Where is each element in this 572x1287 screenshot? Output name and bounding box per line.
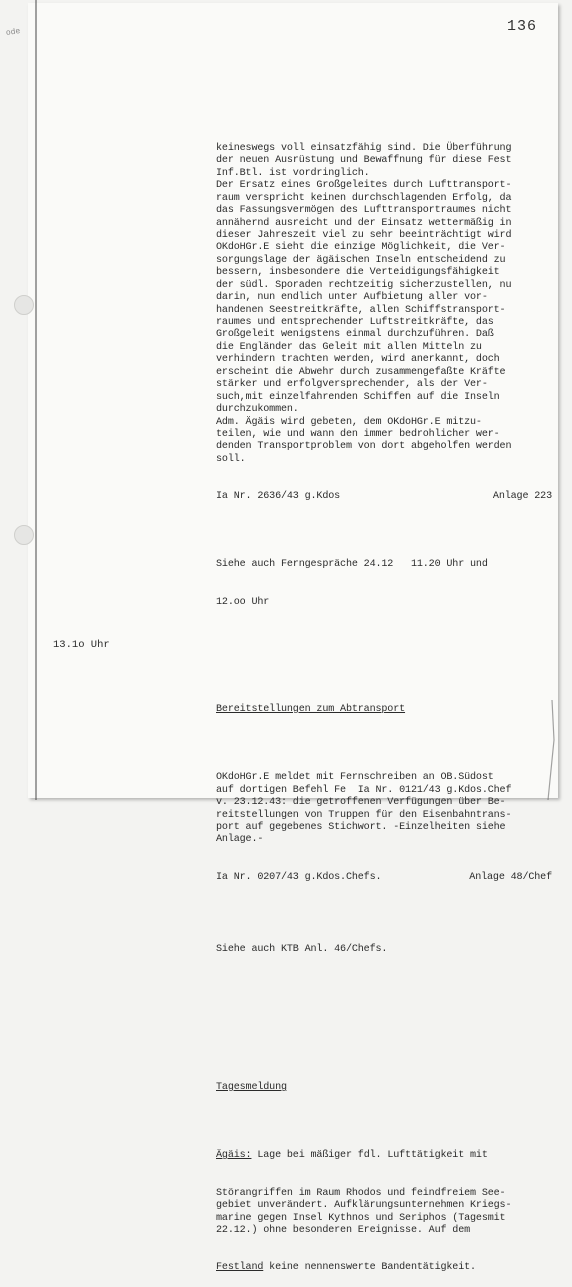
see-also-line: 12.oo Uhr bbox=[216, 596, 270, 608]
text-line: gebiet unverändert. Aufklärungsunternehmen Kriegs- bbox=[216, 1200, 512, 1212]
see-also-line: Siehe auch Ferngespräche 24.12 11.20 Uhr und bbox=[216, 559, 488, 571]
text-line: Festland keine nennenswerte Bandentätigkeit. bbox=[216, 1262, 476, 1274]
text-line: darin, nun endlich unter Aufbietung aller vor- bbox=[216, 292, 488, 304]
section-heading: Tagesmeldung bbox=[216, 1082, 287, 1094]
text-line: OKdoHGr.E sieht die einzige Möglichkeit, die Ver- bbox=[216, 242, 506, 254]
text-line: auf dortigen Befehl Fe Ia Nr. 0121/43 g.Kdos.Chef bbox=[216, 784, 512, 796]
text-line: Ägäis: Lage bei mäßiger fdl. Lufttätigkeit mit bbox=[216, 1150, 488, 1162]
text-line: soll. bbox=[216, 453, 246, 465]
attachment-label: Anlage 48/Chef bbox=[469, 871, 552, 883]
page-fold-mark bbox=[470, 700, 560, 800]
paragraph-daily-report bbox=[216, 1188, 556, 1238]
reference-row bbox=[216, 872, 552, 884]
reference-number: Ia Nr. 0207/43 g.Kdos.Chefs. bbox=[216, 871, 382, 883]
text-line: sorgungslage der ägäischen Inseln entscheidend zu bbox=[216, 254, 506, 266]
reference-number: Ia Nr. 2636/43 g.Kdos bbox=[216, 491, 341, 503]
text-line: teilen, wie und wann den immer bedrohlicher wer- bbox=[216, 428, 500, 440]
text-line: die Engländer das Geleit mit allen Mitteln zu bbox=[216, 341, 482, 353]
text-line: such,mit einzelfahrenden Schiffen auf die Inseln bbox=[216, 391, 500, 403]
text-line: durchzukommen. bbox=[216, 404, 299, 416]
see-also-line: Siehe auch KTB Anl. 46/Chefs. bbox=[216, 943, 388, 955]
section-heading: Bereitstellungen zum Abtransport bbox=[216, 703, 406, 715]
punch-hole-icon bbox=[14, 525, 34, 545]
text-line: 22.12.) ohne besonderen Ereignisse. Auf dem bbox=[216, 1224, 471, 1236]
page-edge bbox=[35, 0, 37, 800]
text-line: denden Transportproblem von dort abgeholfen werden bbox=[216, 441, 512, 453]
text-line: bessern, insbesondere die Verteidigungsfähigkeit bbox=[216, 267, 500, 279]
corner-mark: ode bbox=[5, 27, 21, 38]
text-line: stärker und erfolgversprechender, als der Ver- bbox=[216, 379, 488, 391]
text-line: verhindern trachten werden, wird anerkannt, doch bbox=[216, 354, 500, 366]
text-line: reitstellungen von Truppen für den Eisenbahntrans- bbox=[216, 809, 512, 821]
text-line: der südl. Sporaden rechtzeitig sicherzustellen, nu bbox=[216, 279, 512, 291]
text-line: Inf.Btl. ist vordringlich. bbox=[216, 167, 370, 179]
text-line: raumes und entsprechender Luftstreitkräfte, das bbox=[216, 317, 494, 329]
page-number: 136 bbox=[507, 18, 538, 35]
text-line: dieser Jahreszeit viel zu sehr beeinträchtigt wird bbox=[216, 229, 512, 241]
text-line: Störangriffen im Raum Rhodos und feindfreiem See- bbox=[216, 1187, 506, 1199]
attachment-label: Anlage 223 bbox=[492, 491, 552, 503]
text-line: der neuen Ausrüstung und Bewaffnung für diese Fest bbox=[216, 155, 512, 167]
text-line: das Fassungsvermögen des Lufttransportraumes nicht bbox=[216, 205, 512, 217]
text-line: handenen Seestreitkräfte, allen Schiffstransport- bbox=[216, 304, 506, 316]
time-label: 13.1o Uhr bbox=[53, 639, 110, 651]
text-line: Adm. Ägäis wird gebeten, dem OKdoHGr.E mitzu- bbox=[216, 416, 482, 428]
text-line: raum verspricht keinen durchschlagenden Erfolg, da bbox=[216, 192, 512, 204]
reference-row bbox=[216, 491, 552, 503]
paragraph-supply bbox=[216, 143, 556, 466]
text-line: annähernd ausreicht und der Einsatz wettermäßig in bbox=[216, 217, 512, 229]
punch-hole-icon bbox=[14, 295, 34, 315]
text-line: erscheint die Abwehr durch zusammengefaßte Kräfte bbox=[216, 366, 506, 378]
text-line: keineswegs voll einsatzfähig sind. Die Überführung bbox=[216, 142, 512, 154]
text-line: Anlage.- bbox=[216, 834, 264, 846]
text-line: marine gegen Insel Kythnos und Seriphos (Tagesmit bbox=[216, 1212, 506, 1224]
text-line: port auf gegebenes Stichwort. -Einzelheiten siehe bbox=[216, 821, 506, 833]
text-line: Großgeleit wenigstens einmal durchzuführen. Daß bbox=[216, 329, 494, 341]
text-line: v. 23.12.43: die getroffenen Verfügungen über Be- bbox=[216, 797, 506, 809]
text-line: OKdoHGr.E meldet mit Fernschreiben an OB.Südost bbox=[216, 772, 494, 784]
text-line: Der Ersatz eines Großgeleites durch Lufttransport- bbox=[216, 180, 512, 192]
